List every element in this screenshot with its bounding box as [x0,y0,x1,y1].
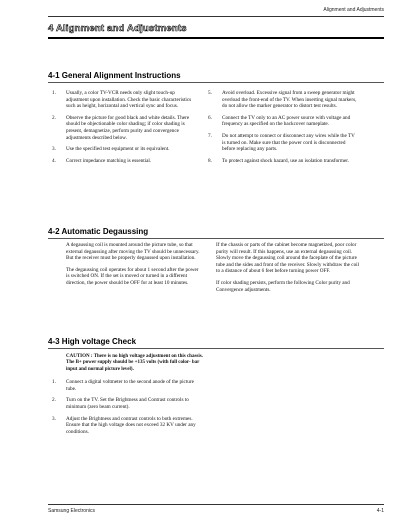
paragraph: If color shading persists, perform the following Color purity and Convergence adjustments. [216,279,350,293]
section-rule [48,238,384,239]
list-item: 3. Adjust the Brightness and contrast controls to both extremes. Ensure that the high voltage does not exceed 32 KV under any conditions. [52,415,196,435]
list-item: 4. Correct impedance matching is essential. [52,157,152,164]
caution-note: CAUTION : There is no high voltage adjustment on this chassis. The B+ power supply should be +135 volts (with full color- bar input and normal picture level). [66,354,203,372]
header-rule [48,16,384,17]
list-item: 7. Do not attempt to connect or disconnect any wires while the TV is turned on. Make sure that the power cord is disconnected before replacing any parts. [208,132,355,153]
page-number: 4-1 [376,508,384,514]
list-item: 2. Observe the picture for good black and white details. There should be objectionable color shading; if color shading is present, demagnetize, perform purity and convergence adjustments described below. [52,114,190,141]
section2-left-column [66,242,200,292]
list-item: 8. To protect against shock hazard, use an isolation transformer. [208,157,349,164]
chapter-title: 4 Alignment and Adjustments [48,23,187,34]
section1-right-column [208,90,358,169]
footer-rule [48,504,384,505]
section3-column [52,354,204,440]
list-item: 2. Turn on the TV. Set the Brightness and Contrast controls to minimum (zero beam current). [52,397,189,410]
list-item: 6. Connect the TV only to an AC power source with voltage and frequency as specified on the backcover nameplate. [208,114,351,128]
section-title-auto-degaussing: 4-2 Automatic Degaussing [48,227,149,236]
section-title-general-alignment: 4-1 General Alignment Instructions [48,71,181,80]
list-item: 1. Connect a digital voltmeter to the second anode of the picture tube. [52,379,194,392]
section-rule [48,82,384,83]
section-rule [48,348,384,349]
section-title-high-voltage: 4-3 High voltage Check [48,337,137,346]
chapter-rule [48,37,384,39]
paragraph: The degaussing coil operates for about 1 second after the power is switched ON. If the set is moved or turned in a different direction, the power should be OFF for at least 10 minutes. [66,266,199,286]
paragraph: A degaussing coil is mounted around the picture tube, so that external degaussing after moving the TV should be unnecessary. But the receiver must be properly degaussed upon installation. [66,242,200,262]
list-item: 3. Use the specified test equipment or its equivalent. [52,146,170,153]
section2-right-column [216,242,360,298]
paragraph: If the chassis or parts of the cabinet become magnetized, poor color purity will result. If this happens, use an external degaussing coil. Slowly move the degaussing coil around the faceplate of the picture tube and the sides and front of the receiver. Slowly withdraw the coil to a distance of about 6 feet before turning power OFF. [216,242,360,275]
section1-left-column [52,90,198,169]
running-header: Alignment and Adjustments [323,7,384,13]
list-item: 5. Avoid overload. Excessive signal from a sweep generator might overload the front-end of the TV. When inserting signal markers, do not allow the marker generator to distort test results. [208,90,357,110]
list-item: 1. Usually, a color TV-VCR needs only slight touch-up adjustment upon installation. Check the basic characteristics such as height, horizontal and vertical sync and focus. [52,90,192,110]
footer-publisher: Samsung Electronics [48,508,95,514]
